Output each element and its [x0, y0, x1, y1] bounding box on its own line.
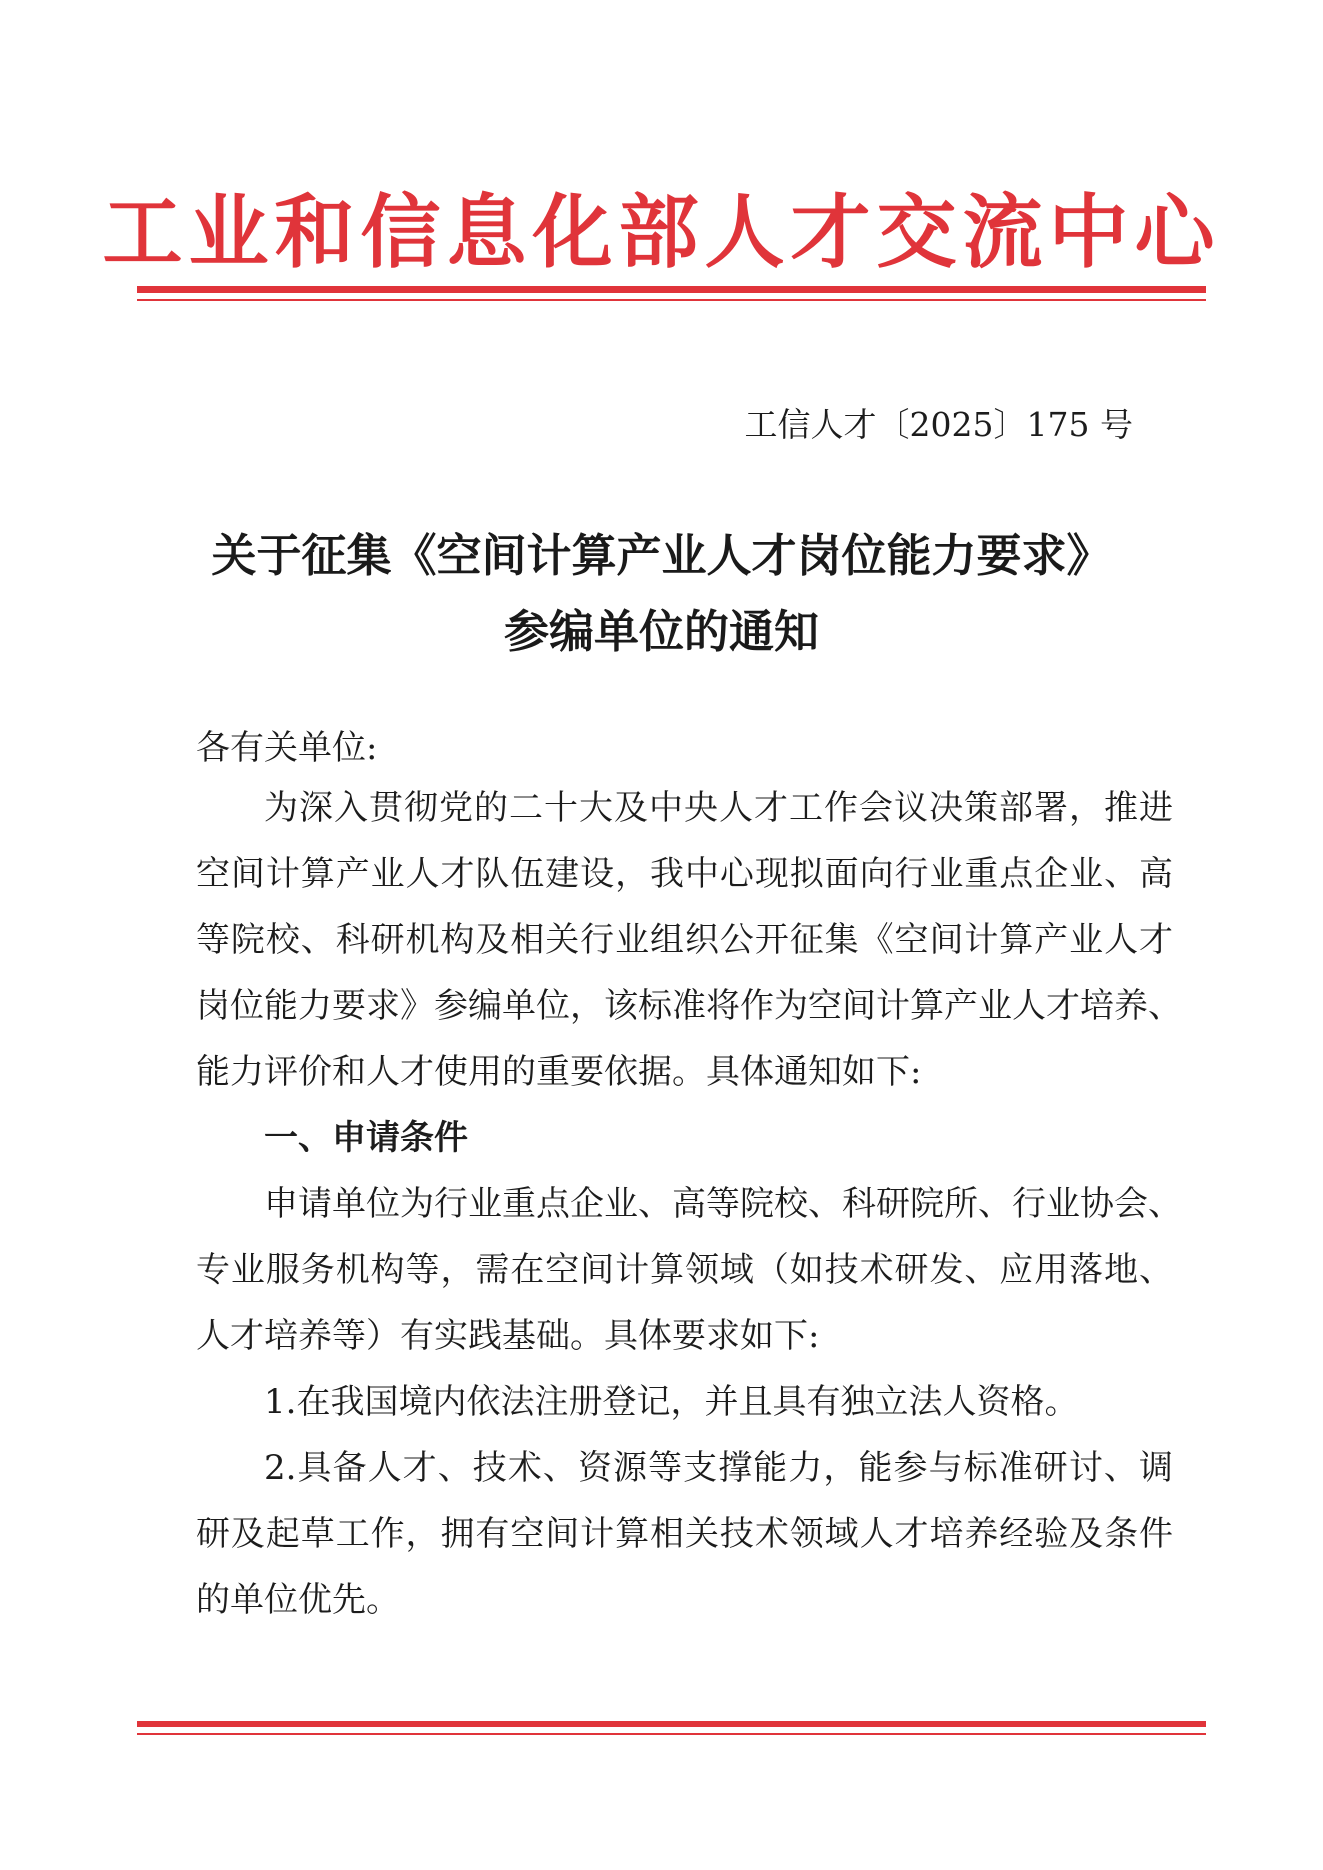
document-title [0, 518, 1323, 670]
document-title-line-2: 参编单位的通知 [503, 605, 819, 658]
section1-line: 人才培养等）有实践基础。具体要求如下: [196, 1316, 820, 1356]
letterhead-rule-thin [137, 299, 1206, 301]
intro-line: 岗位能力要求》参编单位，该标准将作为空间计算产业人才培养、 [196, 986, 1182, 1026]
letterhead-org-name: 工业和信息化部人才交流中心 [102, 186, 1221, 279]
salutation: 各有关单位: [196, 728, 378, 768]
intro-line: 等院校、科研机构及相关行业组织公开征集《空间计算产业人才 [196, 920, 1173, 960]
requirement-item-2-line: 2.具备人才、技术、资源等支撑能力，能参与标准研讨、调 [264, 1448, 1173, 1488]
intro-line: 空间计算产业人才队伍建设，我中心现拟面向行业重点企业、高 [196, 854, 1173, 894]
intro-line: 为深入贯彻党的二十大及中央人才工作会议决策部署，推进 [264, 788, 1173, 828]
requirement-item-1: 1.在我国境内依法注册登记，并且具有独立法人资格。 [264, 1382, 1079, 1422]
section-heading-application-conditions: 一、申请条件 [264, 1118, 468, 1158]
footer-rule-thick [137, 1721, 1206, 1727]
letterhead-rule-thick [137, 286, 1206, 293]
requirement-item-2-line: 研及起草工作，拥有空间计算相关技术领域人才培养经验及条件 [196, 1514, 1173, 1554]
section1-line: 专业服务机构等，需在空间计算领域（如技术研发、应用落地、 [196, 1250, 1173, 1290]
document-number: 工信人才〔2025〕175 号 [744, 405, 1133, 444]
document-title-line-1: 关于征集《空间计算产业人才岗位能力要求》 [211, 529, 1112, 582]
requirement-item-2-line: 的单位优先。 [196, 1580, 400, 1620]
intro-line: 能力评价和人才使用的重要依据。具体通知如下: [196, 1052, 922, 1092]
footer-rule-thin [137, 1733, 1206, 1735]
section1-line: 申请单位为行业重点企业、高等院校、科研院所、行业协会、 [264, 1184, 1182, 1224]
